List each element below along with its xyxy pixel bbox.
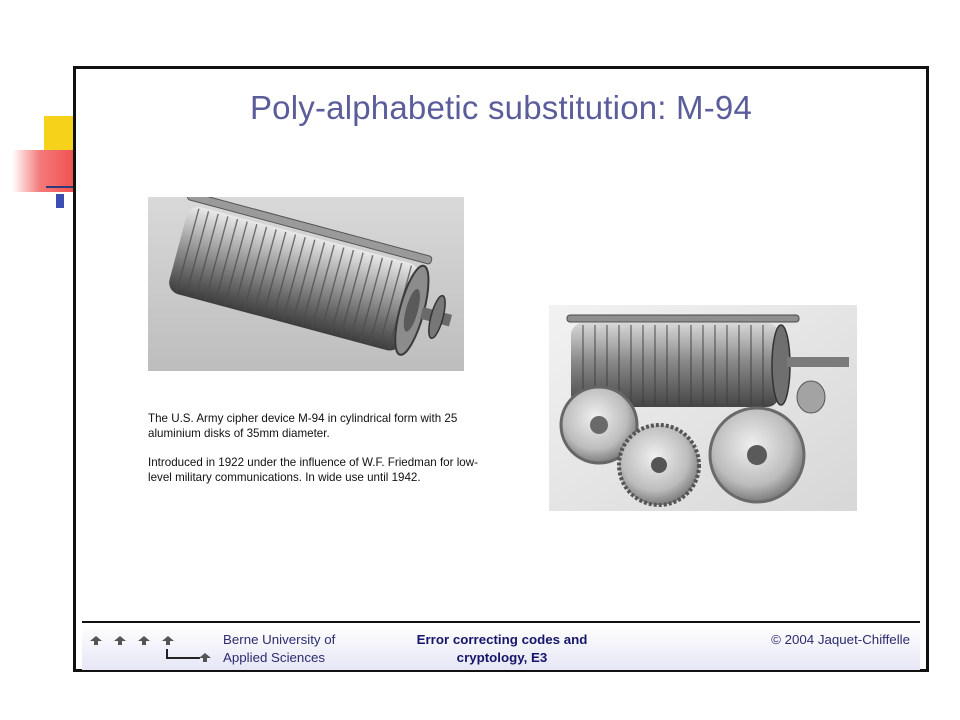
caption-description: The U.S. Army cipher device M-94 in cylindrical form with 25 aluminium disks of 35mm diameter.	[148, 412, 458, 440]
footer-institution-line2: Applied Sciences	[223, 650, 326, 665]
footer-course-line1: Error correcting codes and	[416, 632, 588, 647]
footer-course-line2: cryptology, E3	[456, 650, 548, 665]
decor-blue-block	[56, 194, 64, 208]
footer-institution-line1: Berne University of	[223, 632, 336, 647]
nav-next-icon[interactable]	[136, 633, 152, 647]
caption-history: Introduced in 1922 under the influence of W.F. Friedman for low-level military communications. In wide use until 1942.	[148, 456, 478, 484]
slide-frame	[73, 66, 929, 672]
footer-divider	[82, 621, 920, 623]
slide-footer	[82, 625, 920, 670]
nav-prev-icon[interactable]	[112, 633, 128, 647]
footer-course	[402, 631, 602, 667]
footer-copyright: © 2004 Jaquet-Chiffelle	[771, 632, 910, 647]
nav-return-icon[interactable]	[198, 651, 212, 663]
slide-title: Poly-alphabetic substitution: M-94	[249, 89, 753, 126]
m94-cylinder-photo	[148, 197, 464, 371]
nav-return-connector	[166, 649, 200, 659]
nav-last-icon[interactable]	[160, 633, 176, 647]
photo-caption	[148, 411, 488, 499]
nav-first-icon[interactable]	[88, 633, 104, 647]
footer-institution	[223, 631, 335, 667]
m94-disks-photo	[549, 305, 857, 511]
slide-navigation	[88, 633, 198, 667]
